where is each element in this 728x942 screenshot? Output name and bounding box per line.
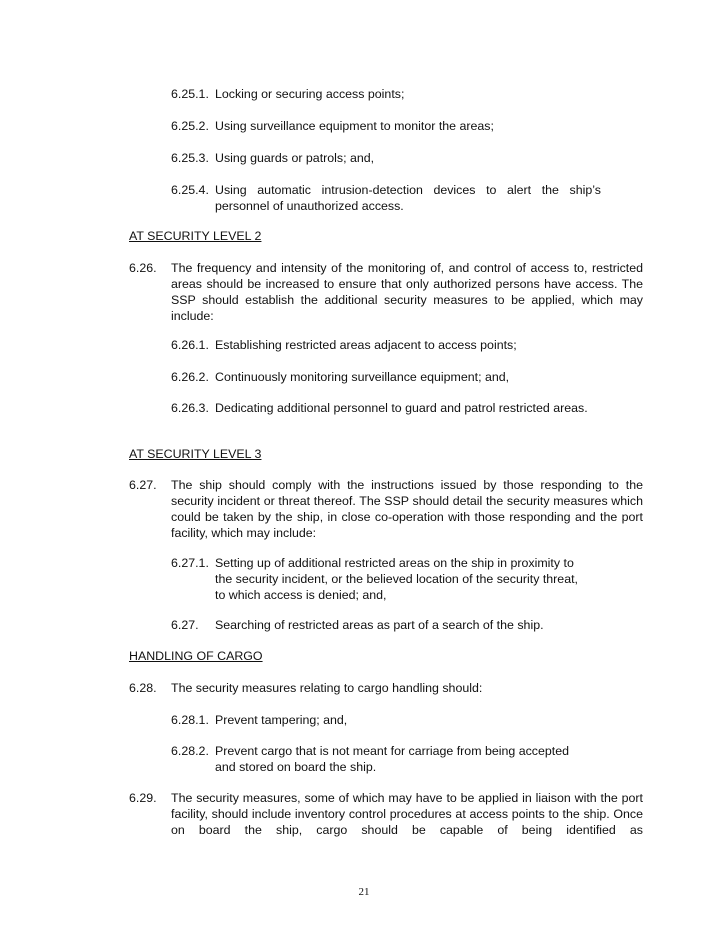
paragraph-number: 6.28. [129,681,157,695]
paragraph-text: The security measures, some of which may have to be applied in liaison with the port facility, should include inventory control procedures at access points to the ship. Once on board the ship, cargo should be capable of being identified as [171,791,643,837]
paragraph [129,790,643,838]
item-text: Using automatic intrusion-detection devices to alert the ship’s personnel of unauthorized access. [215,183,601,213]
list-item [171,712,348,728]
paragraph-number: 6.29. [129,791,157,805]
list-item [171,400,601,416]
item-number: 6.28.2. [171,744,209,758]
section-heading: HANDLING OF CARGO [129,649,263,663]
list-item [171,369,510,385]
list-item [171,150,375,166]
paragraph-number: 6.26. [129,261,157,275]
item-text-line: and stored on board the ship. [215,760,377,774]
item-text: Using surveillance equipment to monitor the areas; [215,119,494,133]
item-number: 6.27.1. [171,556,209,570]
item-text: Establishing restricted areas adjacent to access points; [215,338,517,352]
item-number: 6.25.3. [171,151,209,165]
item-text: Prevent tampering; and, [215,713,348,727]
page-number: 21 [358,886,370,898]
list-item [171,118,494,134]
item-text: Locking or securing access points; [215,87,405,101]
paragraph [129,260,643,324]
item-text-line: to which access is denied; and, [215,588,387,602]
item-number: 6.26.1. [171,338,209,352]
item-number: 6.26.2. [171,370,209,384]
item-number: 6.25.2. [171,119,209,133]
paragraph-text: The ship should comply with the instructions issued by those responding to the security incident or threat thereof. The SSP should detail the security measures which could be taken by the ship, in close co-operation with those responding and the port facility, which may include: [171,478,643,540]
item-number: 6.26.3. [171,401,209,415]
list-item [171,86,405,102]
item-number: 6.28.1. [171,713,209,727]
list-item [171,617,544,633]
paragraph-text: The frequency and intensity of the monitoring of, and control of access to, restricted areas should be increased to ensure that only authorized persons have access. The SSP should establish the additional security measures to be applied, which may include: [171,261,643,323]
list-item [171,555,578,603]
paragraph-number: 6.27. [129,478,157,492]
item-number: 6.25.1. [171,87,209,101]
paragraph [129,680,483,696]
list-item [171,337,517,353]
item-number: 6.25.4. [171,183,209,197]
list-item [171,743,569,775]
section-heading: AT SECURITY LEVEL 3 [129,447,262,461]
item-text-line: Setting up of additional restricted areas on the ship in proximity to [215,556,574,570]
item-number: 6.27. [171,618,199,632]
item-text: Searching of restricted areas as part of a search of the ship. [215,618,544,632]
paragraph [129,477,643,541]
section-heading: AT SECURITY LEVEL 2 [129,229,262,243]
item-text-line: Prevent cargo that is not meant for carriage from being accepted [215,744,570,758]
item-text: Using guards or patrols; and, [215,151,375,165]
list-item [171,182,601,214]
item-text: Continuously monitoring surveillance equipment; and, [215,370,510,384]
item-text: Dedicating additional personnel to guard and patrol restricted areas. [215,401,588,415]
item-text-line: the security incident, or the believed location of the security threat, [215,572,578,586]
paragraph-text: The security measures relating to cargo handling should: [171,681,483,695]
